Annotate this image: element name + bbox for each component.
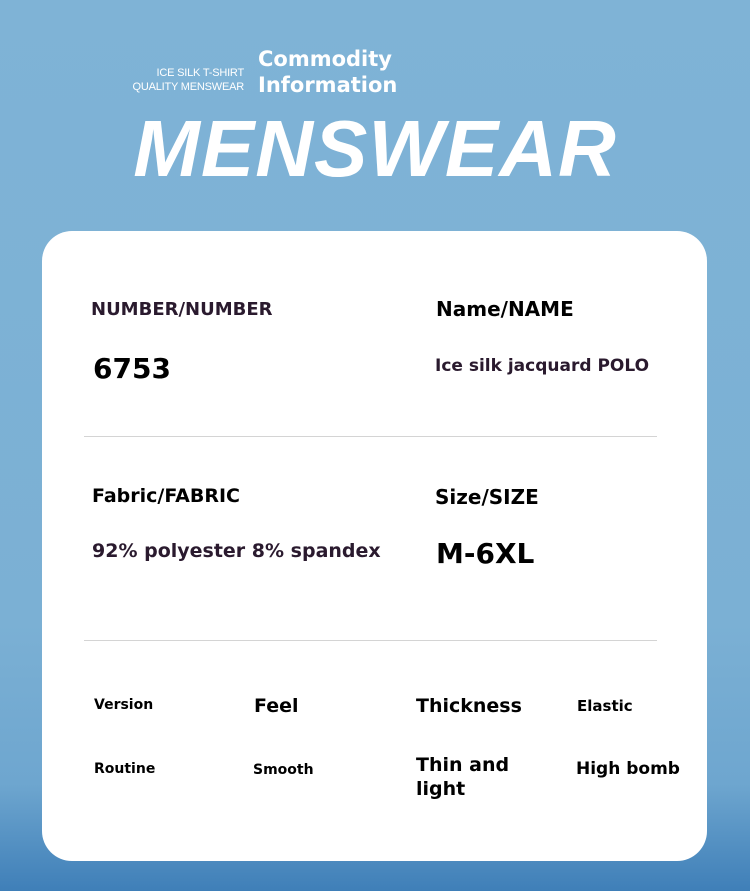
fabric-label: Fabric/FABRIC <box>92 485 241 507</box>
name-label: Name/NAME <box>436 297 574 321</box>
version-label: Version <box>94 697 154 713</box>
number-label: NUMBER/NUMBER <box>91 299 273 320</box>
header-tagline <box>100 66 244 94</box>
name-value: Ice silk jacquard POLO <box>435 356 650 376</box>
tagline-line-1: ICE SILK T-SHIRT <box>156 67 244 79</box>
tagline-line-2: QUALITY MENSWEAR <box>132 81 244 93</box>
info-card <box>42 231 707 861</box>
size-value: M-6XL <box>436 537 535 570</box>
page-title: MENSWEAR <box>133 104 617 193</box>
thickness-label: Thickness <box>416 695 522 717</box>
elastic-value: High bomb <box>576 759 680 779</box>
fabric-value: 92% polyester 8% spandex <box>92 540 381 562</box>
header-subtitle <box>258 46 397 98</box>
version-value: Routine <box>94 761 156 777</box>
subtitle-line-2: Information <box>258 73 398 97</box>
size-label: Size/SIZE <box>435 485 539 509</box>
number-value: 6753 <box>93 352 171 385</box>
subtitle-line-1: Commodity <box>258 47 392 71</box>
thickness-value-line-1: Thin and <box>416 754 510 776</box>
elastic-label: Elastic <box>577 697 633 715</box>
divider-top <box>84 436 657 437</box>
thickness-value <box>416 753 509 801</box>
feel-label: Feel <box>254 695 299 717</box>
feel-value: Smooth <box>253 762 314 778</box>
divider-bottom <box>84 640 657 641</box>
thickness-value-line-2: light <box>416 778 466 800</box>
